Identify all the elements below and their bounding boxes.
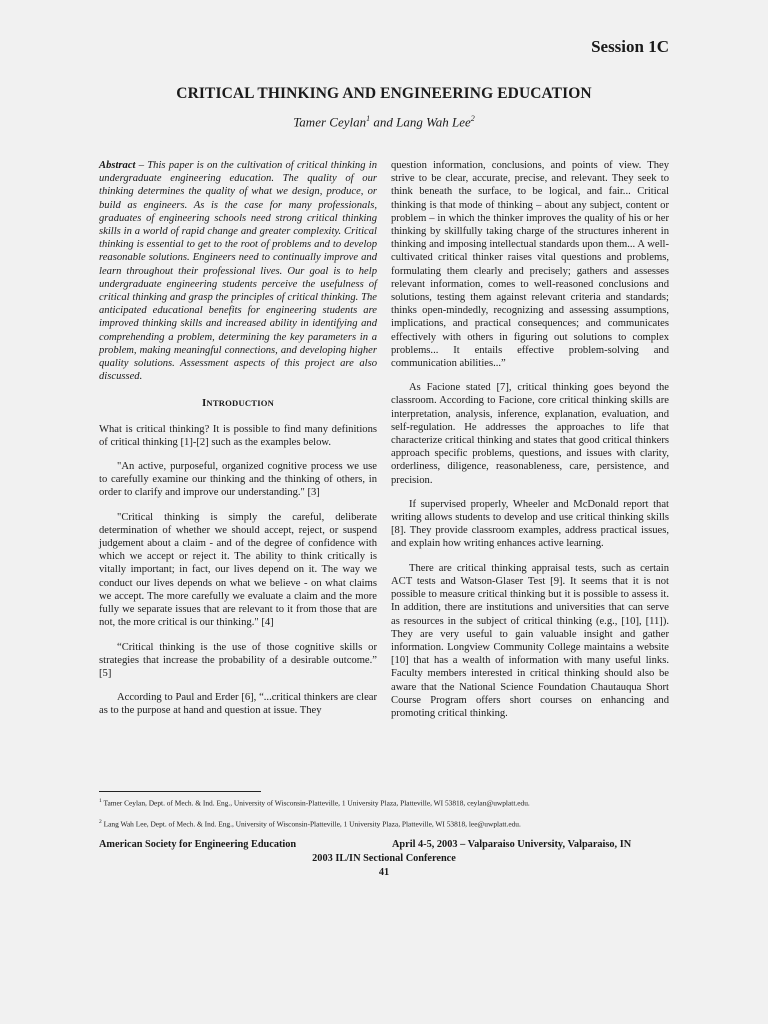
footnote-2-text: Lang Wah Lee, Dept. of Mech. & Ind. Eng., University of Wisconsin-Platteville, 1 University Plaza, Platteville, WI 53818, lee@uwplatt.edu. [101,819,521,829]
author-2: Lang Wah Lee [396,114,471,130]
right-paragraph-3: If supervised properly, Wheeler and McDonald report that writing allows students to develop and use critical thinking skills [8]. They provide classroom examples, address practical issues, and explain how writing enhances active learning. [391,498,669,550]
author-2-mark: 2 [470,114,475,123]
right-column [391,159,669,720]
footer-conference: 2003 IL/IN Sectional Conference [312,853,456,864]
paper-title: CRITICAL THINKING AND ENGINEERING EDUCATION [176,85,592,102]
quote-3: “Critical thinking is the use of those cognitive skills or strategies that increase the probability of a desirable outcome.” [5] [99,641,377,679]
footer-society: American Society for Engineering Education [99,839,297,850]
footnote-1 [99,797,679,807]
abstract [99,159,377,383]
footnote-1-text: Tamer Ceylan, Dept. of Mech. & Ind. Eng., University of Wisconsin-Platteville, 1 University Plaza, Platteville, WI 53818, ceylan@uwplatt.edu. [101,798,530,808]
abstract-label: Abstract [99,160,136,171]
intro-paragraph-2: According to Paul and Erder [6], “...critical thinkers are clear as to the purpose at hand and question at issue. They [99,692,377,717]
intro-paragraph-1: What is critical thinking? It is possible to find many definitions of critical thinking [1]-[2] such as the examples below. [99,423,377,448]
authors-line [0,114,768,130]
footer-date-venue: April 4-5, 2003 – Valparaiso University, Valparaiso, IN [392,839,632,850]
footnote-2 [99,818,679,828]
footnote-2-mark: 2 [99,819,102,825]
quote-1: "An active, purposeful, organized cognitive process we use to carefully examine our thinking and the thinking of others, in order to clarify and improve our understanding." [3] [99,461,377,499]
author-1: Tamer Ceylan [293,114,367,130]
quote-2: "Critical thinking is simply the careful, deliberate determination of whether we should accept, reject, or suspend judgement about a claim - and of the degree of confidence with which we accept or reject it. The ability to think critically is vitally important; in fact, our lives depend on it. The way we conduct our lives depends on what we believe - on what claims we accept. The more carefully we evaluate a claim and the more fully we separate issues that are relevant to it from those that are not, the more critical is our thinking." [4] [99,511,377,629]
right-paragraph-4: There are critical thinking appraisal tests, such as certain ACT tests and Watson-Glaser Test [9]. It seems that it is not possible to measure critical thinking but it is possible to assess it. In addition, there are institutions and universities that can serve as resources in the subject of critical thinking (e.g., [10], [11]). They are very useful to gain valuable insight and gather information. Longview Community College maintains a website [10] that has a wealth of information with many useful links. Faculty members interested in critical thinking should also be aware that the National Science Foundation Chautauqua Short Course Program offers short courses on enhancing and promoting critical thinking. [391,562,669,719]
footnote-1-mark: 1 [99,798,102,804]
heading-initial: I [201,397,207,410]
page-number: 41 [378,867,390,878]
introduction-heading [99,397,377,410]
authors-connector: and [370,114,397,130]
right-paragraph-1: question information, conclusions, and points of view. They strive to be clear, accurate, precise, and relevant. They seek to think beneath the surface, to be logical, and fair... Critical thinking is that mode of thinking – about any subject, content or problem – in which the thinker improves the quality of his or her thinking by skillfully taking charge of the structures inherent in thinking and imposing intellectual standards upon them... A well-cultivated critical thinker raises vital questions and problems, formulating them clearly and precisely; gathers and assesses relevant information, comes to well-reasoned conclusions and solutions, testing them against relevant criteria and standards; thinks open-mindedly, recognizing and assessing assumptions, implications, and practical consequences; and communicates effectively with others in figuring out solutions to complex problems... It entails effective problem-solving and communication abilities...” [391,160,669,370]
right-paragraph-2: As Facione stated [7], critical thinking goes beyond the classroom. According to Facione, core critical thinking skills are interpretation, analysis, inference, explanation, evaluation, and self-regulation. He addresses the approaches to life that characterize critical thinking and states that good critical thinkers approach specific problems, questions, and issues with clarity, orderliness, diligence, reasonableness, care, persistence, and precision. [391,382,669,486]
heading-rest: NTRODUCTION [206,398,275,409]
abstract-text: – This paper is on the cultivation of critical thinking in undergraduate engineering education. The quality of our thinking determines the quality of what we design, produce, or build as engineers. As is the case for many professionals, graduates of engineering schools need strong critical thinking skills in a world of rapid change and greater complexity. Critical thinking is essential to get to the root of problems and to develop reasonable solutions. Engineers need to continually improve and learn throughout their professional lives. Our goal is to help undergraduate engineering students perceive the usefulness of critical thinking and grasp the principles of critical thinking. The anticipated educational benefits for engineering students are improved thinking skills and increased ability in identifying and comprehending a problem, determining the key parameters in a problem, making meaningful connections, and developing higher quality solutions. Assessment aspects of this project are also discussed. [99,160,377,383]
author-1-mark: 1 [366,114,371,123]
footnote-divider [99,791,261,792]
left-column [99,159,377,718]
session-label: Session 1C [591,37,669,56]
